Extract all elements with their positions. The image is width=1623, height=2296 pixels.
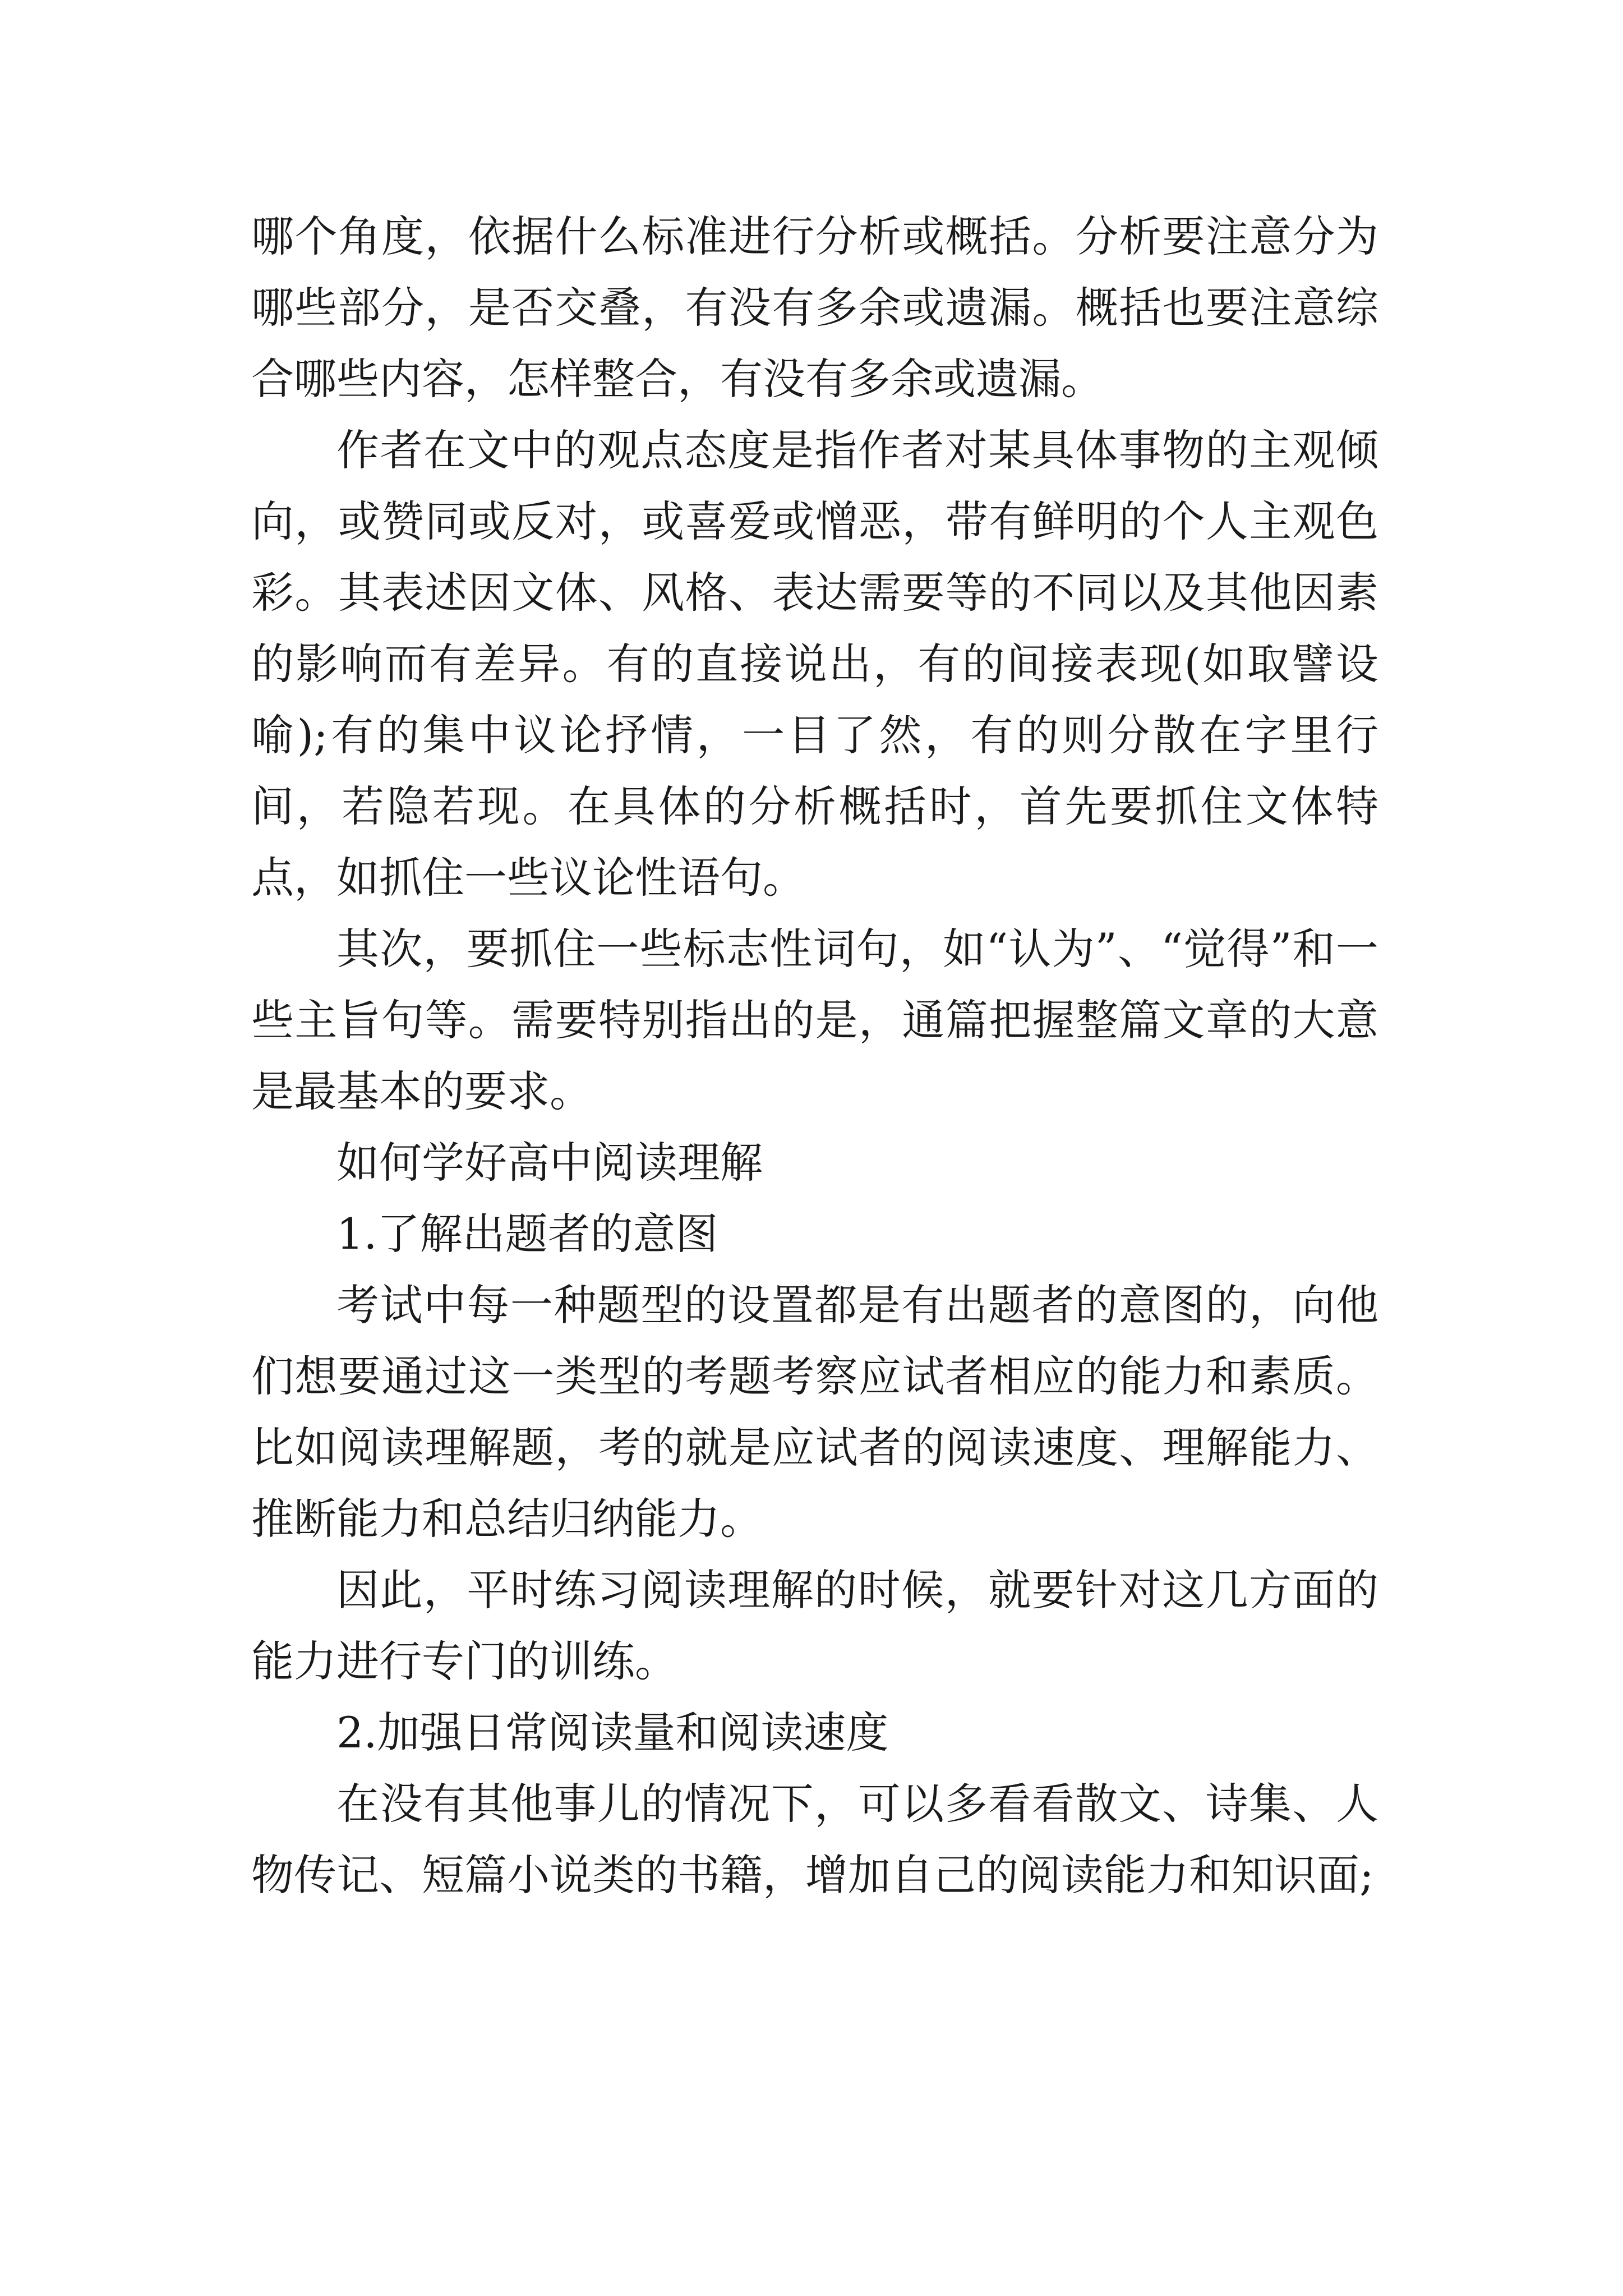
paragraph-author-attitude: 作者在文中的观点态度是指作者对某具体事物的主观倾向，或赞同或反对，或喜爱或憎恶，带有鲜明的个人主观色彩。其表述因文体、风格、表达需要等的不同以及其他因素的影响而有差异。有的直接说出，有的间接表现(如取譬设喻);有的集中议论抒情，一目了然，有的则分散在字里行间，若隐若现。在具体的分析概括时，首先要抓住文体特点，如抓住一些议论性语句。: [251, 425, 1378, 903]
paragraph-practice-training: 因此，平时练习阅读理解的时候，就要针对这几方面的能力进行专门的训练。: [251, 1565, 1378, 1686]
subheading-understand-intent: 1.了解出题者的意图: [336, 1209, 718, 1259]
paragraph-analysis-scope: 哪个角度，依据什么标准进行分析或概括。分析要注意分为哪些部分，是否交叠，有没有多余或遗漏。概括也要注意综合哪些内容，怎样整合，有没有多余或遗漏。: [251, 211, 1378, 404]
paragraph-exam-intent: 考试中每一种题型的设置都是有出题者的意图的，向他们想要通过这一类型的考题考察应试者相应的能力和素质。比如阅读理解题，考的就是应试者的阅读速度、理解能力、推断能力和总结归纳能力。: [251, 1280, 1378, 1544]
paragraph-reading-suggestions: 在没有其他事儿的情况下，可以多看看散文、诗集、人物传记、短篇小说类的书籍，增加自己的阅读能力和知识面;: [251, 1779, 1378, 1900]
subheading-reading-volume: 2.加强日常阅读量和阅读速度: [336, 1708, 889, 1757]
paragraph-key-phrases: 其次，要抓住一些标志性词句，如“认为”、“觉得”和一些主旨句等。需要特别指出的是，通篇把握整篇文章的大意是最基本的要求。: [251, 924, 1378, 1116]
document-body: [251, 201, 1378, 1911]
section-heading-how-to-learn: 如何学好高中阅读理解: [336, 1138, 763, 1188]
